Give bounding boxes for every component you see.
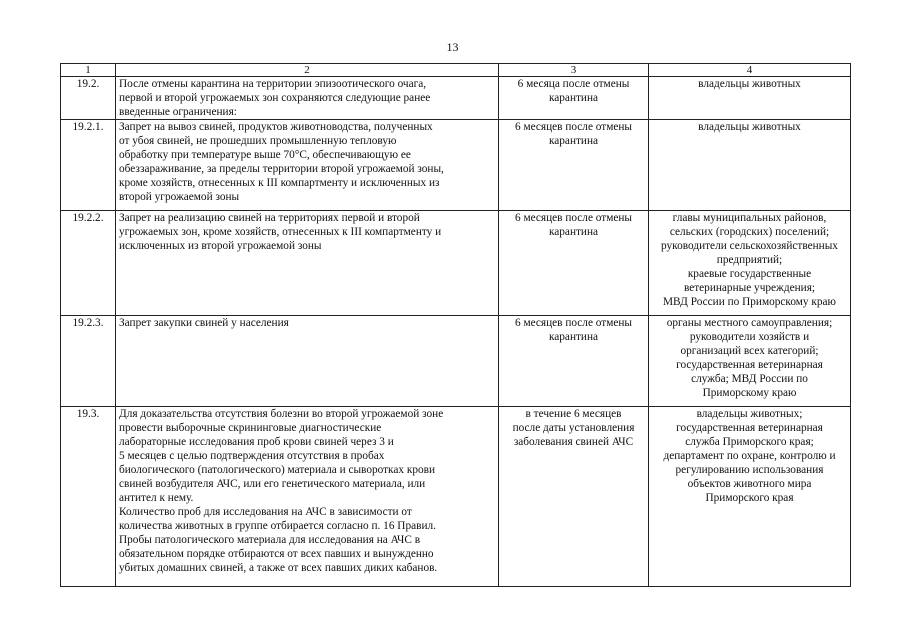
cell-line: 5 месяцев с целью подтверждения отсутствия в пробах — [119, 450, 385, 462]
table-row — [61, 316, 851, 407]
cell-line: Приморского края — [705, 492, 794, 504]
page-number: 13 — [446, 40, 459, 54]
cell-line: объектов животного мира — [687, 478, 812, 490]
cell-line: 6 месяца после отмены — [517, 78, 630, 90]
cell-line: карантина — [548, 135, 599, 147]
description-cell — [116, 120, 499, 211]
column-header: 3 — [499, 64, 649, 77]
table-row — [61, 120, 851, 211]
cell-line: биологического (патологического) материала и сыворотках крови — [119, 464, 436, 476]
cell-line: обработку при температуре выше 70°С, обеспечивающую ее — [119, 149, 411, 161]
cell-line: руководители сельскохозяйственных — [661, 240, 838, 252]
responsible-cell — [649, 316, 851, 407]
cell-line: карантина — [548, 226, 599, 238]
cell-line: Количество проб для исследования на АЧС в зависимости от — [119, 506, 412, 518]
cell-line: количества животных в группе отбирается согласно п. 16 Правил. — [119, 520, 436, 532]
cell-line: исключенных из второй угрожаемой зоны — [119, 240, 322, 252]
cell-line: Для доказательства отсутствия болезни во второй угрожаемой зоне — [119, 408, 444, 420]
cell-line: служба Приморского края; — [685, 436, 814, 448]
cell-line: краевые государственные — [687, 268, 812, 280]
cell-line: главы муниципальных районов, — [672, 212, 827, 224]
item-number-cell: 19.2.1. — [61, 120, 116, 211]
cell-line: второй угрожаемой зоны — [119, 191, 240, 203]
description-cell — [116, 211, 499, 316]
cell-line: свиней возбудителя АЧС, или его генетического материала, или — [119, 478, 426, 490]
column-header: 1 — [61, 64, 116, 77]
term-cell — [499, 316, 649, 407]
description-cell — [116, 77, 499, 120]
cell-line: Приморскому краю — [702, 387, 797, 399]
cell-line: ветеринарные учреждения; — [683, 282, 816, 294]
item-number-cell: 19.3. — [61, 407, 116, 587]
cell-line: 6 месяцев после отмены — [514, 212, 633, 224]
cell-line: После отмены карантина на территории эпизоотического очага, — [119, 78, 427, 90]
cell-line: 6 месяцев после отмены — [514, 317, 633, 329]
cell-line: органы местного самоуправления; — [666, 317, 833, 329]
cell-line: департамент по охране, контролю и — [663, 450, 836, 462]
item-number-cell: 19.2.3. — [61, 316, 116, 407]
description-cell — [116, 407, 499, 587]
responsible-cell — [649, 77, 851, 120]
term-cell — [499, 77, 649, 120]
cell-line: в течение 6 месяцев — [525, 408, 622, 420]
cell-line: карантина — [548, 331, 599, 343]
column-header: 4 — [649, 64, 851, 77]
cell-line: государственная ветеринарная — [676, 422, 823, 434]
cell-line: владельцы животных; — [696, 408, 803, 420]
cell-line: организаций всех категорий; — [680, 345, 819, 357]
cell-line: кроме хозяйств, отнесенных к III компартменту и исключенных из — [119, 177, 440, 189]
measures-table — [60, 63, 851, 587]
term-cell — [499, 211, 649, 316]
cell-line: МВД России по Приморскому краю — [663, 296, 836, 308]
cell-line: Запрет на реализацию свиней на территориях первой и второй — [119, 212, 420, 224]
cell-line: сельских (городских) поселений; — [669, 226, 830, 238]
cell-line: убитых домашних свиней, а также от всех павших диких кабанов. — [119, 562, 438, 574]
cell-line: угрожаемых зон, кроме хозяйств, отнесенных к III компартменту и — [119, 226, 442, 238]
responsible-cell — [649, 120, 851, 211]
cell-line: предприятий; — [716, 254, 783, 266]
item-number-cell: 19.2. — [61, 77, 116, 120]
cell-line: 6 месяцев после отмены — [514, 121, 633, 133]
responsible-cell — [649, 407, 851, 587]
cell-line: лабораторные исследования проб крови свиней через 3 и — [119, 436, 394, 448]
cell-line: карантина — [548, 92, 599, 104]
cell-line: владельцы животных — [698, 78, 801, 90]
table-row — [61, 211, 851, 316]
item-number-cell: 19.2.2. — [61, 211, 116, 316]
cell-line: Пробы патологического материала для исследования на АЧС в — [119, 534, 421, 546]
cell-line: провести выборочные скрининговые диагностические — [119, 422, 382, 434]
table-row — [61, 407, 851, 587]
description-cell — [116, 316, 499, 407]
cell-line: обеззараживание, за пределы территории второй угрожаемой зоны, — [119, 163, 444, 175]
cell-line: первой и второй угрожаемых зон сохраняются следующие ранее — [119, 92, 431, 104]
cell-line: после даты установления — [512, 422, 635, 434]
cell-line: служба; МВД России по — [691, 373, 808, 385]
table-row — [61, 77, 851, 120]
cell-line: антител к нему. — [119, 492, 194, 504]
cell-line: от убоя свиней, не прошедших промышленную тепловую — [119, 135, 397, 147]
column-header: 2 — [116, 64, 499, 77]
cell-line: заболевания свиней АЧС — [513, 436, 634, 448]
responsible-cell — [649, 211, 851, 316]
cell-line: введенные ограничения: — [119, 106, 237, 118]
cell-line: обязательном порядке отбираются от всех павших и вынужденно — [119, 548, 434, 560]
cell-line: владельцы животных — [698, 121, 801, 133]
cell-line: Запрет на вывоз свиней, продуктов животноводства, полученных — [119, 121, 433, 133]
table-header-row — [61, 64, 851, 77]
cell-line: государственная ветеринарная — [676, 359, 823, 371]
term-cell — [499, 407, 649, 587]
cell-line: руководители хозяйств и — [689, 331, 810, 343]
cell-line: регулированию использования — [675, 464, 824, 476]
term-cell — [499, 120, 649, 211]
cell-line: Запрет закупки свиней у населения — [119, 317, 289, 329]
